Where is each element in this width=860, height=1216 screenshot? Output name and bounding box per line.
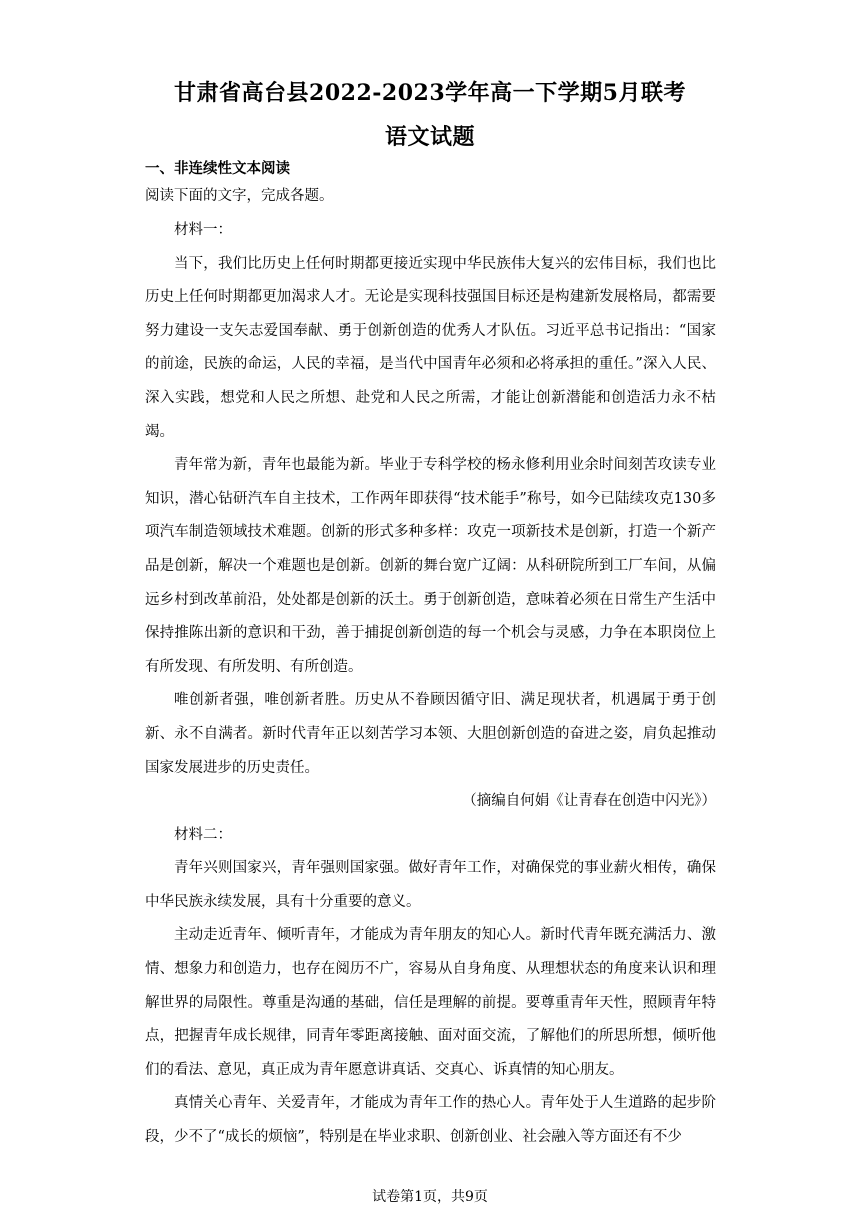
material-1-paragraph-1: 当下，我们比历史上任何时期都更接近实现中华民族伟大复兴的宏伟目标，我们也比历史上任何时期都更加渴求人才。无论是实现科技强国目标还是构建新发展格局，都需要努力建设一支矢志爱国奉献、勇于创新创造的优秀人才队伍。习近平总书记指出：“国家的前途，民族的命运，人民的幸福，是当代中国青年必须和必将承担的重任。”深入人民、深入实践，想党和人民之所想、赴党和人民之所需，才能让创新潜能和创造活力永不枯竭。: [145, 255, 716, 440]
material-2-paragraph-3: 真情关心青年、关爱青年，才能成为青年工作的热心人。青年处于人生道路的起步阶段，少不了“成长的烦恼”，特别是在毕业求职、创新创业、社会融入等方面还有不少: [145, 1095, 716, 1146]
material-1-paragraph-2: 青年常为新，青年也最能为新。毕业于专科学校的杨永修利用业余时间刻苦攻读专业知识，潜心钻研汽车自主技术，工作两年即获得“技术能手”称号，如今已陆续攻克130多项汽车制造领域技术难题。创新的形式多种多样：攻克一项新技术是创新，打造一个新产品是创新，解决一个难题也是创新。创新的舞台宽广辽阔：从科研院所到工厂车间，从偏远乡村到改革前沿，处处都是创新的沃土。勇于创新创造，意味着必须在日常生产生活中保持推陈出新的意识和干劲，善于捕捉创新创造的每一个机会与灵感，力争在本职岗位上有所发现、有所发明、有所创造。: [145, 457, 716, 675]
section-heading: 一、非连续性文本阅读: [145, 160, 290, 177]
material-1-label: 材料一：: [174, 222, 232, 238]
material-2-paragraph-2: 主动走近青年、倾听青年，才能成为青年朋友的知心人。新时代青年既充满活力、激情、想象力和创造力，也存在阅历不广，容易从自身角度、从理想状态的角度来认识和理解世界的局限性。尊重是沟通的基础，信任是理解的前提。要尊重青年天性，照顾青年特点，把握青年成长规律，同青年零距离接触、面对面交流，了解他们的所思所想，倾听他们的看法、意见，真正成为青年愿意讲真话、交真心、诉真情的知心朋友。: [145, 927, 716, 1078]
material-1-paragraph-3: 唯创新者强，唯创新者胜。历史从不眷顾因循守旧、满足现状者，机遇属于勇于创新、永不自满者。新时代青年正以刻苦学习本领、大胆创新创造的奋进之姿，肩负起推动国家发展进步的历史责任。: [145, 692, 716, 776]
instruction-text: 阅读下面的文字，完成各题。: [145, 188, 334, 204]
page-subtitle: 语文试题: [384, 124, 475, 150]
page-footer: 试卷第1页，共9页: [372, 1189, 488, 1205]
page-title: 甘肃省高台县2022-2023学年高一下学期5月联考: [174, 80, 686, 106]
material-2-label: 材料二：: [174, 826, 232, 843]
reading-body: [145, 214, 716, 1155]
material-1-source: （摘编自何娟《让青春在创造中闪光》）: [462, 793, 716, 810]
material-2-paragraph-1: 青年兴则国家兴，青年强则国家强。做好青年工作，对确保党的事业薪火相传，确保中华民族永续发展，具有十分重要的意义。: [145, 860, 716, 910]
